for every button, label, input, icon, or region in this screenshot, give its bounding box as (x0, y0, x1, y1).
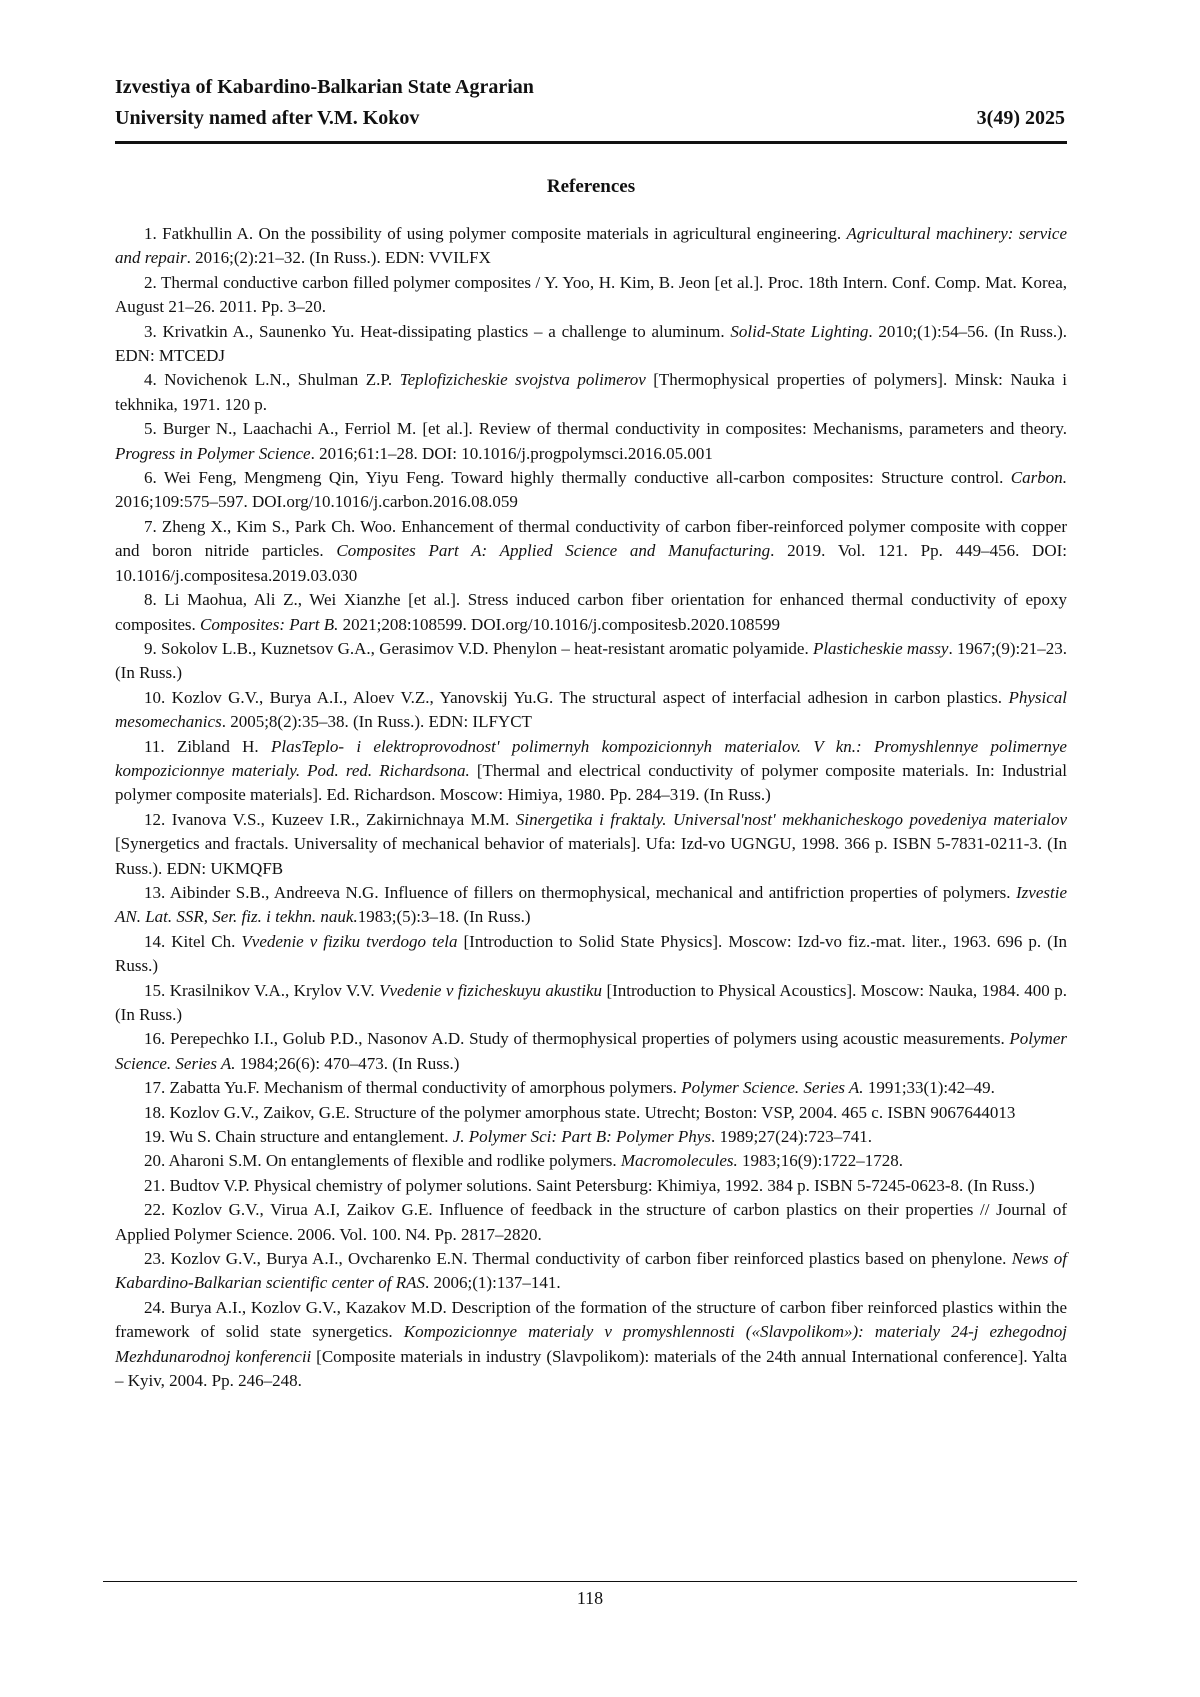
reference-text: 21. Budtov V.P. Physical chemistry of polymer solutions. Saint Petersburg: Khimiya, 1992. 384 p. ISBN 5-7245-0623-8. (In Russ.) (144, 1176, 1035, 1195)
reference-details: [Composite materials in industry (Slavpolikom): materials of the 24th annual International conference]. Yalta – Kyiv, 2004. Pp. 246–248. (115, 1347, 1067, 1390)
journal-title-line2: University named after V.M. Kokov (115, 103, 419, 134)
reference-details: 1983;16(9):1722–1728. (738, 1151, 903, 1170)
reference-details: 1983;(5):3–18. (In Russ.) (358, 907, 531, 926)
reference-journal: Composites Part A: Applied Science and Manufacturing (336, 541, 770, 560)
reference-item (115, 515, 1067, 588)
reference-journal: PlasTeplo- i elektroprovodnost' polimernyh kompozicionnyh materialov. V kn.: Promyshlennye polimernye kompozicionnye materialy. Pod. red. Richardsona. (115, 737, 1067, 780)
reference-item (115, 637, 1067, 686)
reference-item (115, 1174, 1067, 1198)
reference-text: 11. Zibland H. (144, 737, 271, 756)
reference-text: 1. Fatkhullin A. On the possibility of using polymer composite materials in agricultural engineering. (144, 224, 847, 243)
reference-item (115, 686, 1067, 735)
reference-details: [Thermal and electrical conductivity of polymer composite materials. In: Industrial polymer composite materials]. Ed. Richardson. Moscow: Himiya, 1980. Pp. 284–319. (In Russ.) (115, 761, 1067, 804)
reference-details: [Introduction to Physical Acoustics]. Moscow: Nauka, 1984. 400 p. (In Russ.) (115, 981, 1067, 1024)
reference-item (115, 1198, 1067, 1247)
journal-header-line2 (115, 103, 1065, 134)
reference-item (115, 1125, 1067, 1149)
reference-item (115, 808, 1067, 881)
reference-journal: News of Kabardino-Balkarian scientific center of RAS (115, 1249, 1067, 1292)
reference-text: 18. Kozlov G.V., Zaikov, G.E. Structure of the polymer amorphous state. Utrecht; Boston: VSP, 2004. 465 c. ISBN 9067644013 (144, 1103, 1015, 1122)
reference-item (115, 466, 1067, 515)
reference-text: 15. Krasilnikov V.A., Krylov V.V. (144, 981, 379, 1000)
reference-details: 1984;26(6): 470–473. (In Russ.) (236, 1054, 460, 1073)
journal-header (115, 72, 1065, 134)
reference-journal: Teplofizicheskie svojstva polimerov (400, 370, 646, 389)
reference-details: . 1989;27(24):723–741. (711, 1127, 872, 1146)
reference-text: 19. Wu S. Chain structure and entanglement. (144, 1127, 453, 1146)
reference-details: . 2005;8(2):35–38. (In Russ.). EDN: ILFYCT (222, 712, 532, 731)
reference-journal: Polymer Science. Series A. (115, 1029, 1067, 1072)
reference-journal: Physical mesomechanics (115, 688, 1067, 731)
reference-text: 22. Kozlov G.V., Virua A.I, Zaikov G.E. Influence of feedback in the structure of carbon plastics on their properties // Journal of Applied Polymer Science. 2006. Vol. 100. N4. Pp. 2817–2820. (115, 1200, 1067, 1243)
reference-item (115, 588, 1067, 637)
reference-journal: Progress in Polymer Science (115, 444, 311, 463)
reference-item (115, 979, 1067, 1028)
journal-title-line1: Izvestiya of Kabardino-Balkarian State Agrarian (115, 72, 1065, 103)
reference-details: 2021;208:108599. DOI.org/10.1016/j.compositesb.2020.108599 (338, 615, 780, 634)
reference-text: 24. Burya A.I., Kozlov G.V., Kazakov M.D. Description of the formation of the structure of carbon fiber reinforced plastics within the framework of solid state synergetics. (115, 1298, 1067, 1341)
reference-item (115, 1296, 1067, 1394)
reference-text: 20. Aharoni S.M. On entanglements of flexible and rodlike polymers. (144, 1151, 621, 1170)
reference-journal: J. Polymer Sci: Part B: Polymer Phys (453, 1127, 711, 1146)
reference-journal: Agricultural machinery: service and repair (115, 224, 1067, 267)
reference-journal: Vvedenie v fiziku tverdogo tela (241, 932, 457, 951)
reference-details: [Thermophysical properties of polymers]. Minsk: Nauka i tekhnika, 1971. 120 p. (115, 370, 1067, 413)
reference-details: 1991;33(1):42–49. (864, 1078, 995, 1097)
reference-text: 4. Novichenok L.N., Shulman Z.P. (144, 370, 400, 389)
reference-text: 10. Kozlov G.V., Burya A.I., Aloev V.Z., Yanovskij Yu.G. The structural aspect of interfacial adhesion in carbon plastics. (144, 688, 1008, 707)
reference-details: 2016;109:575–597. DOI.org/10.1016/j.carbon.2016.08.059 (115, 492, 518, 511)
reference-item (115, 368, 1067, 417)
reference-text: 9. Sokolov L.B., Kuznetsov G.A., Gerasimov V.D. Phenylon – heat-resistant aromatic polyamide. (144, 639, 813, 658)
reference-journal: Izvestie AN. Lat. SSR, Ser. fiz. i tekhn. nauk. (115, 883, 1067, 926)
reference-details: [Introduction to Solid State Physics]. Moscow: Izd-vo fiz.-mat. liter., 1963. 696 p. (In Russ.) (115, 932, 1067, 975)
reference-item (115, 417, 1067, 466)
issue-number: 3(49) 2025 (977, 103, 1065, 134)
document-page (0, 0, 1200, 1697)
reference-journal: Vvedenie v fizicheskuyu akustiku (379, 981, 602, 1000)
reference-journal: Carbon. (1011, 468, 1067, 487)
reference-text: 6. Wei Feng, Mengmeng Qin, Yiyu Feng. Toward highly thermally conductive all-carbon composites: Structure control. (144, 468, 1011, 487)
reference-details: . 2010;(1):54–56. (In Russ.). EDN: MTCEDJ (115, 322, 1067, 365)
page-number: 118 (0, 1586, 1180, 1610)
reference-journal: Macromolecules. (621, 1151, 738, 1170)
reference-text: 8. Li Maohua, Ali Z., Wei Xianzhe [et al.]. Stress induced carbon fiber orientation for enhanced thermal conductivity of epoxy composites. (115, 590, 1067, 633)
reference-details: . 1967;(9):21–23. (In Russ.) (115, 639, 1067, 682)
reference-list (115, 222, 1067, 1394)
reference-text: 13. Aibinder S.B., Andreeva N.G. Influence of fillers on thermophysical, mechanical and antifriction properties of polymers. (144, 883, 1016, 902)
section-title: References (115, 174, 1067, 200)
reference-text: 17. Zabatta Yu.F. Mechanism of thermal conductivity of amorphous polymers. (144, 1078, 681, 1097)
reference-item (115, 1101, 1067, 1125)
reference-details: . 2006;(1):137–141. (425, 1273, 561, 1292)
reference-text: 7. Zheng X., Kim S., Park Ch. Woo. Enhancement of thermal conductivity of carbon fiber-reinforced polymer composite with copper and boron nitride particles. (115, 517, 1067, 560)
reference-journal: Sinergetika i fraktaly. Universal'nost' mekhanicheskogo povedeniya materialov (516, 810, 1067, 829)
reference-details: [Synergetics and fractals. Universality of mechanical behavior of materials]. Ufa: Izd-vo UGNGU, 1998. 366 p. ISBN 5-7831-0211-3. (In Russ.). EDN: UKMQFB (115, 834, 1067, 877)
reference-item (115, 271, 1067, 320)
reference-item (115, 320, 1067, 369)
reference-text: 23. Kozlov G.V., Burya A.I., Ovcharenko E.N. Thermal conductivity of carbon fiber reinforced plastics based on phenylone. (144, 1249, 1012, 1268)
reference-text: 5. Burger N., Laachachi A., Ferriol M. [et al.]. Review of thermal conductivity in composites: Mechanisms, parameters and theory. (144, 419, 1067, 438)
reference-text: 14. Kitel Ch. (144, 932, 241, 951)
reference-details: . 2019. Vol. 121. Pp. 449–456. DOI: 10.1016/j.compositesa.2019.03.030 (115, 541, 1067, 584)
reference-journal: Polymer Science. Series A. (681, 1078, 863, 1097)
header-divider (115, 141, 1067, 144)
reference-text: 3. Krivatkin A., Saunenko Yu. Heat-dissipating plastics – a challenge to aluminum. (144, 322, 730, 341)
reference-journal: Composites: Part B. (200, 615, 338, 634)
reference-item (115, 1027, 1067, 1076)
reference-journal: Kompozicionnye materialy v promyshlennosti («Slavpolikom»): materialy 24-j ezhegodnoj Mezhdunarodnoj konferencii (115, 1322, 1067, 1365)
reference-text: 16. Perepechko I.I., Golub P.D., Nasonov A.D. Study of thermophysical properties of polymers using acoustic measurements. (144, 1029, 1009, 1048)
reference-item (115, 1247, 1067, 1296)
reference-item (115, 222, 1067, 271)
reference-item (115, 1076, 1067, 1100)
reference-item (115, 735, 1067, 808)
reference-item (115, 1149, 1067, 1173)
reference-item (115, 930, 1067, 979)
reference-details: . 2016;61:1–28. DOI: 10.1016/j.progpolymsci.2016.05.001 (311, 444, 713, 463)
reference-journal: Solid-State Lighting (730, 322, 868, 341)
footer-divider (103, 1581, 1077, 1582)
reference-journal: Plasticheskie massy (813, 639, 949, 658)
reference-details: . 2016;(2):21–32. (In Russ.). EDN: VVILFX (187, 248, 491, 267)
reference-text: 2. Thermal conductive carbon filled polymer composites / Y. Yoo, H. Kim, B. Jeon [et al.]. Proc. 18th Intern. Conf. Comp. Mat. Korea, August 21–26. 2011. Pp. 3–20. (115, 273, 1067, 316)
reference-item (115, 881, 1067, 930)
reference-text: 12. Ivanova V.S., Kuzeev I.R., Zakirnichnaya M.M. (144, 810, 516, 829)
